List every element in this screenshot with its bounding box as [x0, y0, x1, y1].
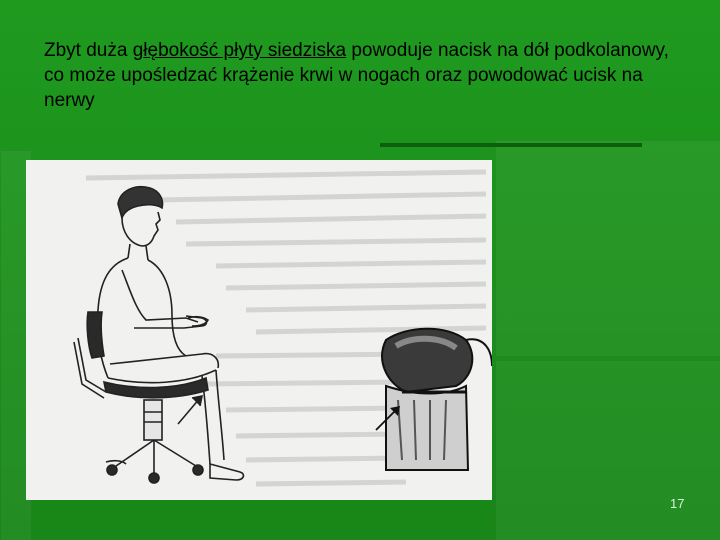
- knee-cross-section: [376, 329, 492, 470]
- page-number: 17: [670, 496, 685, 511]
- slide-body-text: [44, 38, 694, 113]
- text-part-2: powoduje nacisk na dół podkolanowy, co może upośledzać krążenie krwi w nogach oraz powodować ucisk na nerwy: [44, 40, 669, 111]
- background-panel: [495, 360, 720, 540]
- text-part-1: Zbyt duża: [44, 40, 133, 61]
- seated-man: [97, 187, 243, 480]
- divider-line: [380, 143, 642, 147]
- office-chair: [74, 312, 208, 483]
- underlined-phrase: głębokość płyty siedziska: [132, 40, 347, 61]
- scanned-illustration: [26, 160, 492, 500]
- background-panel: [495, 140, 720, 357]
- illustration-drawing: [26, 160, 492, 500]
